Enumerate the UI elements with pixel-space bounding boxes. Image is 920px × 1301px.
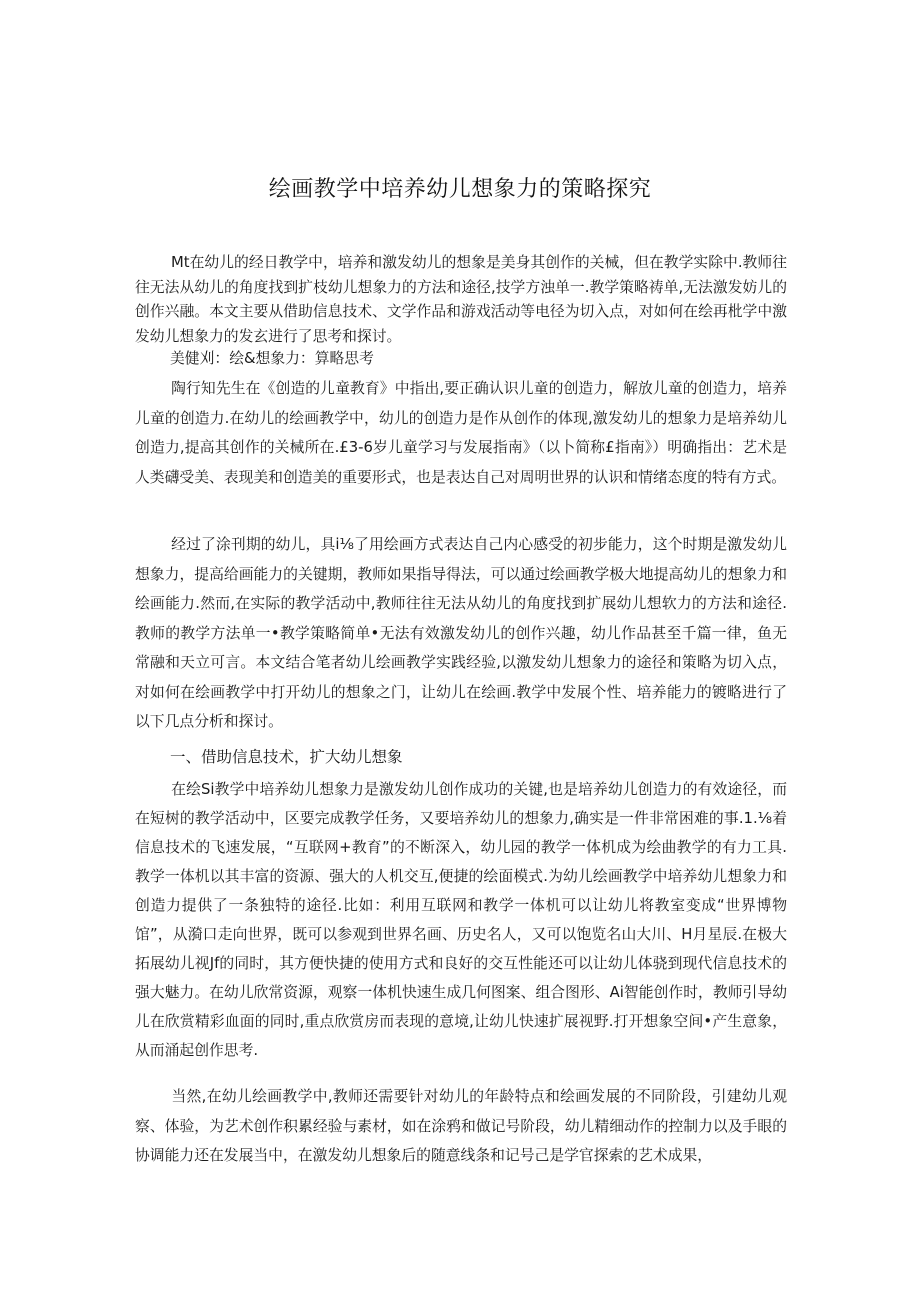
keywords: 美健刈：绘&想象力：算略思考	[170, 350, 374, 367]
section-heading: 一、借助信息技术，扩大幼儿想象	[170, 748, 403, 766]
paragraph-text: 当然,在幼儿绘画教学中,教师还需要针对幼儿的年龄特点和绘画发展的不同阶段，引建幼儿观察、体验，为艺术创作积累经验与素材，如在涂鸦和做记号阶段，幼儿精细动作的控制力以及手眼的协调能力还在发展当中，在激发幼儿想象后的随意线条和记号己是学官探索的艺术成果，	[135, 1088, 787, 1164]
paragraph	[135, 775, 787, 1065]
paragraph	[135, 1082, 787, 1171]
paragraph-text: 在绘Si教学中培养幼儿想象力是激发幼儿创作成功的关键,也是培养幼儿创造力的有效途径，而在短树的教学活动中，区要完成教学任务，又要培养幼儿的想象力,确实是一件非常困难的事.1.⅛着信息技术的飞速发展，“互联网+教育”的不断深入，幼儿园的教学一体机成为绘曲教学的有力工具.教学一体机以其丰富的资源、强大的人机交互,便捷的绘面模式.为幼儿绘画教学中培养幼儿想象力和创造力提供了一条独特的途径.比如：利用互联网和教学一体机可以让幼儿将教室变成“世界博物馆”，从漪口走向世界，既可以参观到世界名画、历史名人，又可以饱览名山大川、H月星辰.在极大拓展幼儿视Jf的同时，其方便快捷的使用方式和良好的交互性能还可以让幼儿体骁到现代信息技术的强大魅力。在幼儿欣常资源，观察一体机快速生成几何图案、组合图形、Ai智能创作时，教师引导幼儿在欣赏精彩血面的同时,重点欣赏房而表现的意境,让幼儿快速扩展视野.打开想象空间•产生意象，从而涌起创作思考.	[135, 781, 787, 1059]
paragraph-text: 陶行知先生在《创造的儿童教育》中指出,要正确认识儿童的创造力，解放儿童的创造力，培养儿童的创造力.在幼儿的绘画教学中，幼儿的创造力是作从创作的体现,激发幼儿的想象力是培养幼儿创造力,提高其创作的关械所在.£3-6岁儿童学习与发展指南》（以卜简称£指南》）明确指出：艺术是人类礴受美、表现美和创造美的重要形式，也是表达自己对周明世界的认识和情绪态度的特有方式。	[135, 380, 787, 486]
document-title: 绘画教学中培养幼儿想象力的策略探究	[268, 177, 652, 202]
paragraph-text: 经过了涂刊期的幼儿，具i⅛了用绘画方式表达自己内心感受的初步能力，这个时期是激发幼儿想象力，提高给画能力的关键期，教师如果指导得法，可以通过绘画教学极大地提高幼儿的想象力和绘画能力.然而,在实际的教学活动中,教师往往无法从幼儿的角度找到扩展幼儿想软力的方法和途径.教师的教学方法单一•教学策略简单•无法有效激发幼儿的创作兴趣，幼儿作品甚至千篇一律，鱼无常融和天立可言。本文结合笔者幼儿绘画教学实践经验,以激发幼儿想象力的途径和策略为切入点，对如何在绘画教学中打开幼儿的想象之门，让幼儿在绘画.教学中发展个性、培养能力的镀略进行了以下几点分析和探讨。	[135, 536, 787, 730]
paragraph	[135, 374, 787, 492]
paragraph	[135, 530, 787, 737]
abstract-text: Mt在幼儿的经日教学中，培养和激发幼儿的想象是美身其创作的关械，但在教学实除中.教师往往无法从幼儿的角度找到扩枝幼儿想象力的方法和途径,技学方浊单一.教学策略祷单,无法激发妨儿的创作兴融。本文主要从借助信息技术、文学作品和游戏活动等电径为切入点，对如何在绘再枇学中激发幼儿想象力的发玄进行了思考和探讨。	[135, 254, 787, 345]
abstract	[135, 251, 787, 349]
